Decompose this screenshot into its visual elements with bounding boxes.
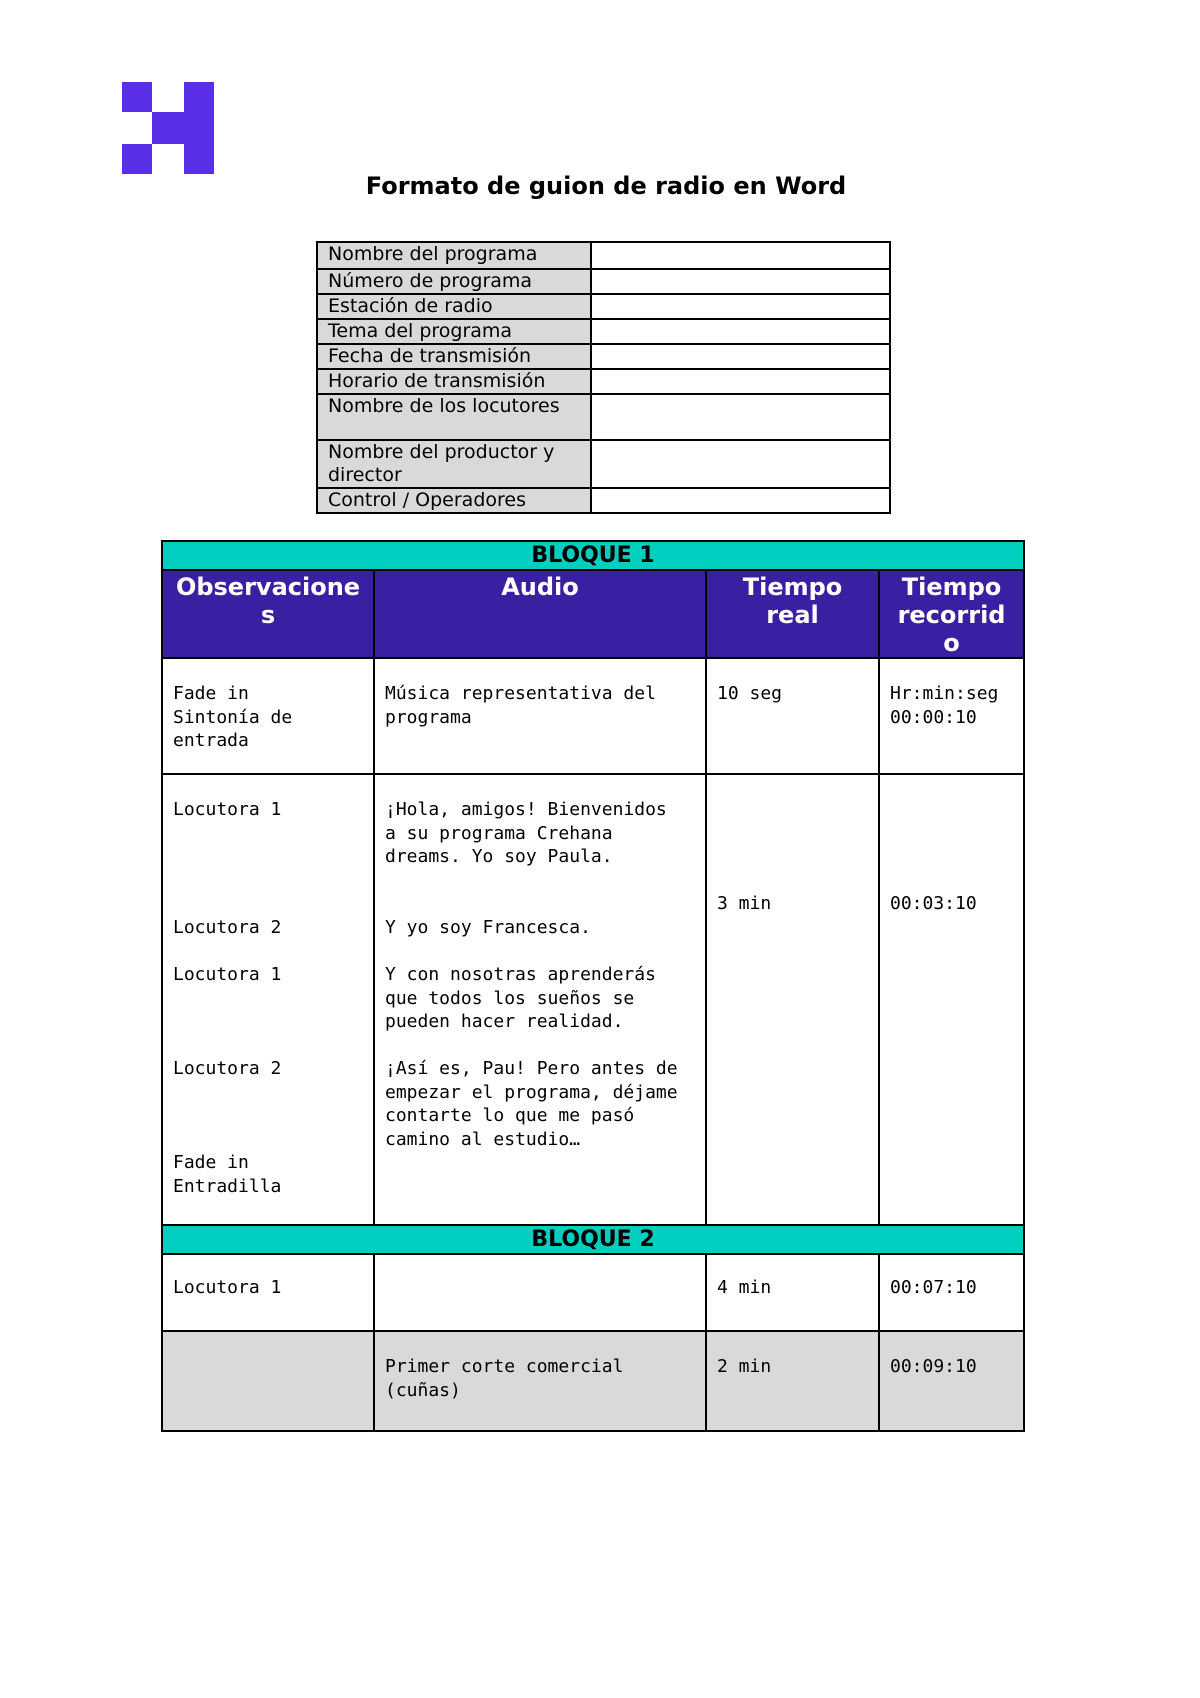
real-time-cell: 2 min xyxy=(706,1331,879,1431)
header-tiempo-recorrido: Tiempo recorrido xyxy=(879,570,1024,658)
table-row xyxy=(162,774,1024,1225)
header-audio: Audio xyxy=(374,570,706,658)
observation-cell: Fade in Sintonía de entrada xyxy=(162,658,374,774)
info-label: Número de programa xyxy=(317,269,591,294)
info-label: Horario de transmisión xyxy=(317,369,591,394)
speaker-label: Locutora 1 xyxy=(173,799,282,820)
table-row xyxy=(162,1331,1024,1431)
speaker-label: Locutora 2 xyxy=(173,917,282,938)
cue-label: Fade in Entradilla xyxy=(173,1152,282,1197)
audio-cell: Primer corte comercial (cuñas) xyxy=(374,1331,706,1431)
info-row xyxy=(317,294,890,319)
info-value[interactable] xyxy=(591,319,890,344)
dialogue-text: Y yo soy Francesca. xyxy=(385,917,591,938)
info-label: Estación de radio xyxy=(317,294,591,319)
table-row xyxy=(162,1254,1024,1331)
info-label: Fecha de transmisión xyxy=(317,344,591,369)
elapsed-time-cell: Hr:min:seg 00:00:10 xyxy=(879,658,1024,774)
real-time-cell: 3 min xyxy=(706,774,879,1225)
audio-cell xyxy=(374,774,706,1225)
header-observaciones: Observaciones xyxy=(162,570,374,658)
block-header-row xyxy=(162,541,1024,570)
real-time-cell: 10 seg xyxy=(706,658,879,774)
table-row xyxy=(162,658,1024,774)
dialogue-text: ¡Hola, amigos! Bienvenidos a su programa Crehana dreams. Yo soy Paula. xyxy=(385,799,667,867)
speaker-label: Locutora 1 xyxy=(173,964,282,985)
info-label: Tema del programa xyxy=(317,319,591,344)
info-row xyxy=(317,242,890,269)
info-value[interactable] xyxy=(591,269,890,294)
header-tiempo-real: Tiempo real xyxy=(706,570,879,658)
dialogue-text: ¡Así es, Pau! Pero antes de empezar el programa, déjame contarte lo que me pasó camino al estudio… xyxy=(385,1058,678,1150)
crehana-logo-icon xyxy=(122,82,214,174)
elapsed-time-cell: 00:07:10 xyxy=(879,1254,1024,1331)
info-value[interactable] xyxy=(591,242,890,269)
block-2-title: BLOQUE 2 xyxy=(162,1225,1024,1254)
info-row xyxy=(317,488,890,513)
info-row xyxy=(317,369,890,394)
block-header-row xyxy=(162,1225,1024,1254)
info-label: Nombre del programa xyxy=(317,242,591,269)
info-row xyxy=(317,344,890,369)
info-label: Nombre de los locutores xyxy=(317,394,591,440)
info-row xyxy=(317,394,890,440)
info-value[interactable] xyxy=(591,294,890,319)
info-value[interactable] xyxy=(591,440,890,488)
program-info-table xyxy=(316,241,891,514)
info-label: Nombre del productor y director xyxy=(317,440,591,488)
info-value[interactable] xyxy=(591,369,890,394)
elapsed-time-cell: 00:03:10 xyxy=(879,774,1024,1225)
elapsed-time-cell: 00:09:10 xyxy=(879,1331,1024,1431)
info-value[interactable] xyxy=(591,344,890,369)
observation-cell xyxy=(162,1331,374,1431)
info-label: Control / Operadores xyxy=(317,488,591,513)
real-time-cell: 4 min xyxy=(706,1254,879,1331)
info-value[interactable] xyxy=(591,394,890,440)
audio-cell xyxy=(374,1254,706,1331)
info-value[interactable] xyxy=(591,488,890,513)
info-row xyxy=(317,440,890,488)
info-row xyxy=(317,269,890,294)
radio-script-table xyxy=(161,540,1025,1432)
column-header-row xyxy=(162,570,1024,658)
block-1-title: BLOQUE 1 xyxy=(162,541,1024,570)
info-row xyxy=(317,319,890,344)
speaker-label: Locutora 2 xyxy=(173,1058,282,1079)
audio-cell: Música representativa del programa xyxy=(374,658,706,774)
page-title: Formato de guion de radio en Word xyxy=(365,172,847,200)
observation-cell: Locutora 1 xyxy=(162,1254,374,1331)
dialogue-text: Y con nosotras aprenderás que todos los sueños se pueden hacer realidad. xyxy=(385,964,656,1032)
observation-cell xyxy=(162,774,374,1225)
